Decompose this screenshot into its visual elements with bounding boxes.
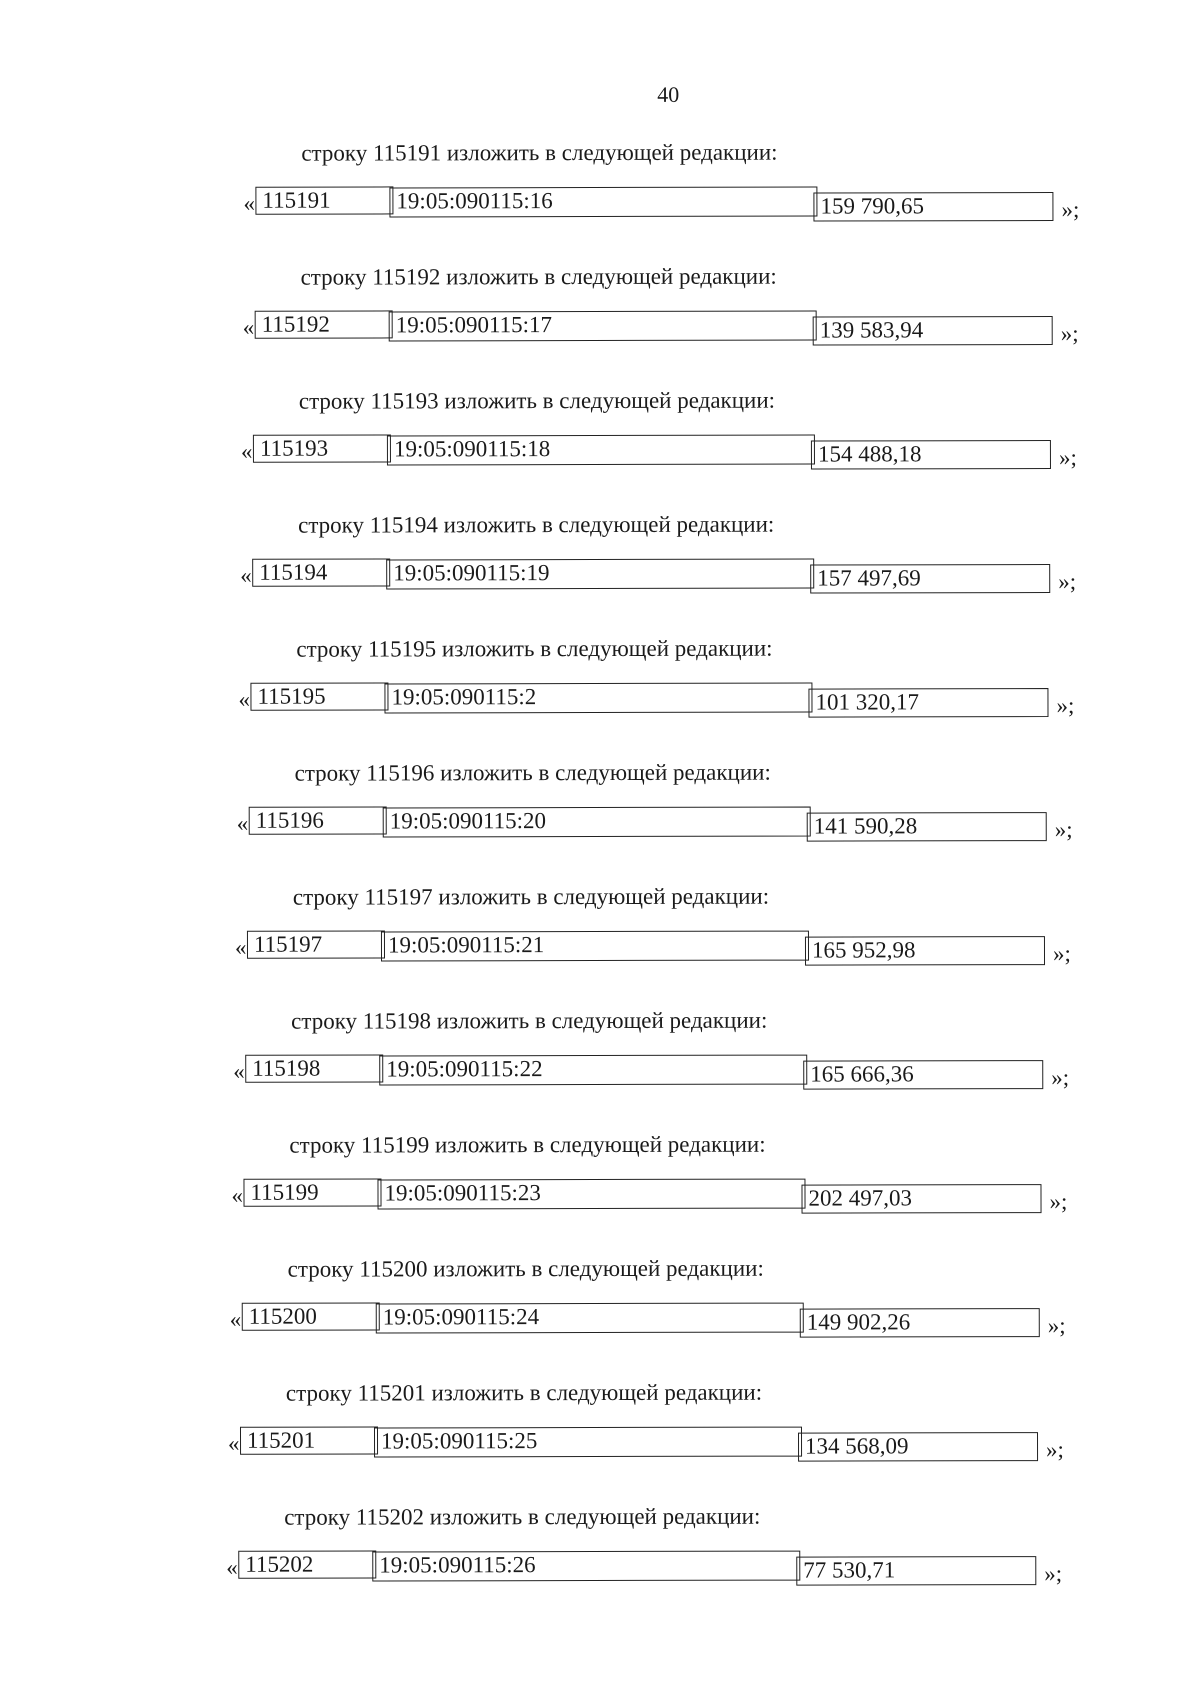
opening-quote: « xyxy=(234,934,247,960)
value-cell: 165 666,36 xyxy=(803,1060,1043,1090)
value-cell: 139 583,94 xyxy=(813,316,1053,346)
closing-quote: »; xyxy=(1051,1065,1070,1091)
amendment-entry xyxy=(3,139,1200,242)
cadastral-number-cell: 19:05:090115:18 xyxy=(387,435,815,466)
value-cell: 149 902,26 xyxy=(800,1308,1040,1338)
closing-quote: »; xyxy=(1056,693,1075,719)
amendment-entry xyxy=(0,883,1195,986)
row-number-cell: 115199 xyxy=(243,1178,381,1206)
closing-quote: »; xyxy=(1061,196,1080,223)
row-number-cell: 115196 xyxy=(249,806,387,834)
table-row xyxy=(235,929,1095,967)
page-number: 40 xyxy=(657,81,680,107)
table-row xyxy=(243,309,1103,347)
instruction-text: строку 115195 изложить в следующей редакции: xyxy=(296,635,773,662)
value-cell: 77 530,71 xyxy=(796,1556,1036,1586)
instruction-text: строку 115198 изложить в следующей редакции: xyxy=(291,1007,768,1034)
value-cell: 165 952,98 xyxy=(805,936,1045,966)
table-row xyxy=(243,185,1103,223)
opening-quote: « xyxy=(238,686,250,712)
value-cell: 141 590,28 xyxy=(807,812,1047,842)
cadastral-number-cell: 19:05:090115:24 xyxy=(376,1303,804,1334)
row-number-cell: 115201 xyxy=(240,1426,378,1454)
instruction-text: строку 115202 изложить в следующей редакции: xyxy=(284,1503,761,1530)
cadastral-number-cell: 19:05:090115:16 xyxy=(389,187,817,218)
cadastral-number-cell: 19:05:090115:26 xyxy=(372,1551,800,1582)
row-number-cell: 115197 xyxy=(247,930,385,958)
row-number-cell: 115191 xyxy=(255,186,393,214)
table-row xyxy=(233,1053,1093,1091)
instruction-text: строку 115199 изложить в следующей редакции: xyxy=(289,1131,766,1158)
value-cell: 157 497,69 xyxy=(810,564,1050,594)
cadastral-number-cell: 19:05:090115:20 xyxy=(383,807,811,838)
instruction-text: строку 115196 изложить в следующей редакции: xyxy=(294,759,771,786)
opening-quote: « xyxy=(227,1430,240,1456)
cadastral-number-cell: 19:05:090115:17 xyxy=(389,311,817,342)
opening-quote: « xyxy=(240,562,252,588)
amendment-entry xyxy=(0,511,1200,614)
cadastral-number-cell: 19:05:090115:25 xyxy=(374,1427,802,1458)
amendment-entry xyxy=(0,1503,1186,1606)
opening-quote: « xyxy=(226,1554,238,1580)
row-number-cell: 115193 xyxy=(253,434,391,462)
row-number-cell: 115195 xyxy=(250,682,388,710)
table-row xyxy=(226,1549,1086,1587)
table-row xyxy=(241,433,1101,471)
value-cell: 101 320,17 xyxy=(808,688,1048,718)
instruction-text: строку 115193 изложить в следующей редакции: xyxy=(298,387,776,414)
closing-quote: »; xyxy=(1052,941,1071,967)
cadastral-number-cell: 19:05:090115:2 xyxy=(384,683,812,714)
amendment-entry xyxy=(0,635,1199,738)
closing-quote: »; xyxy=(1047,1313,1066,1339)
value-cell: 159 790,65 xyxy=(813,192,1053,222)
closing-quote: »; xyxy=(1049,1189,1068,1215)
value-cell: 134 568,09 xyxy=(798,1432,1038,1462)
cadastral-number-cell: 19:05:090115:22 xyxy=(379,1055,807,1086)
closing-quote: »; xyxy=(1044,1561,1063,1587)
closing-quote: »; xyxy=(1060,320,1079,347)
cadastral-number-cell: 19:05:090115:23 xyxy=(377,1179,805,1210)
cadastral-number-cell: 19:05:090115:19 xyxy=(386,559,814,590)
value-cell: 154 488,18 xyxy=(811,440,1051,470)
row-number-cell: 115192 xyxy=(255,310,393,338)
instruction-text: строку 115197 изложить в следующей редакции: xyxy=(292,883,770,910)
value-cell: 202 497,03 xyxy=(801,1184,1041,1214)
closing-quote: »; xyxy=(1058,569,1077,595)
instruction-text: строку 115192 изложить в следующей редакции: xyxy=(300,263,777,290)
amendment-entry xyxy=(0,759,1197,862)
opening-quote: « xyxy=(240,438,253,464)
closing-quote: »; xyxy=(1054,817,1073,843)
row-number-cell: 115200 xyxy=(242,1302,380,1330)
amendment-entry xyxy=(3,263,1200,366)
table-row xyxy=(237,805,1097,843)
row-number-cell: 115202 xyxy=(238,1550,376,1578)
opening-quote: « xyxy=(231,1182,244,1208)
table-row xyxy=(228,1425,1088,1463)
amendment-entry xyxy=(0,1131,1192,1234)
opening-quote: « xyxy=(236,810,249,836)
closing-quote: »; xyxy=(1046,1437,1064,1463)
opening-quote: « xyxy=(242,314,255,340)
instruction-text: строку 115191 изложить в следующей редакции: xyxy=(301,139,778,166)
table-row xyxy=(238,681,1098,719)
row-number-cell: 115194 xyxy=(252,558,390,586)
instruction-text: строку 115200 изложить в следующей редакции: xyxy=(287,1255,764,1282)
amendment-entry xyxy=(0,1255,1190,1358)
instruction-text: строку 115194 изложить в следующей редакции: xyxy=(298,511,775,538)
opening-quote: « xyxy=(233,1058,245,1084)
amendment-entry xyxy=(0,1007,1193,1110)
opening-quote: « xyxy=(229,1306,242,1332)
instruction-text: строку 115201 изложить в следующей редакции: xyxy=(285,1379,763,1406)
amendment-entry xyxy=(0,1379,1188,1482)
closing-quote: »; xyxy=(1058,445,1077,471)
opening-quote: « xyxy=(243,190,255,216)
row-number-cell: 115198 xyxy=(245,1054,383,1082)
cadastral-number-cell: 19:05:090115:21 xyxy=(381,931,809,962)
amendment-entry xyxy=(1,387,1200,490)
table-row xyxy=(231,1177,1091,1215)
table-row xyxy=(240,557,1100,595)
table-row xyxy=(230,1301,1090,1339)
